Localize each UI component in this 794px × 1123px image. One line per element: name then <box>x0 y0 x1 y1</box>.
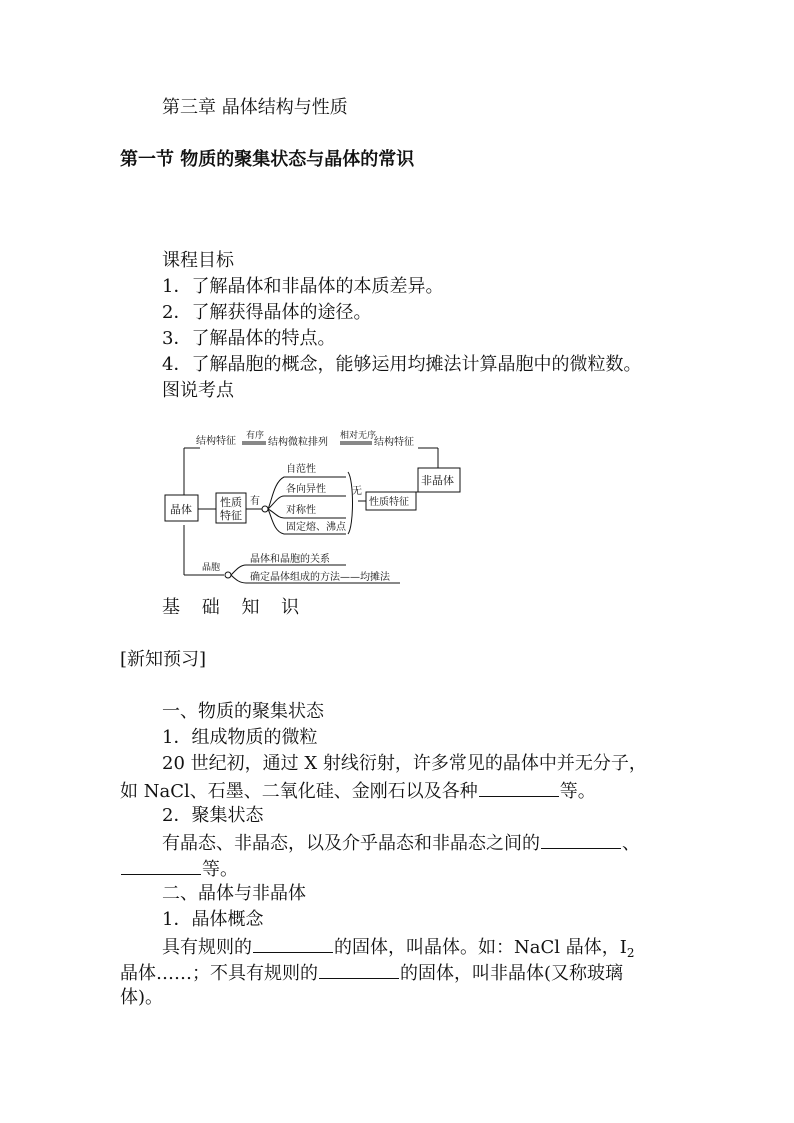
diagram-property-feature-right: 性质特征 <box>369 497 409 508</box>
diagram-ordered: 有序 <box>246 431 265 441</box>
diagram-property-feature-line2: 特征 <box>220 509 242 522</box>
part2-sub1: 1．晶体概念 <box>162 909 264 930</box>
fill-in-blank[interactable] <box>253 934 333 953</box>
chapter-title: 第三章 晶体结构与性质 <box>162 97 348 118</box>
objective-item: 3．了解晶体的特点。 <box>162 328 336 349</box>
diagram-property-feature-line1: 性质 <box>220 496 242 509</box>
diagram-none: 无 <box>352 486 362 497</box>
diagram-particle-arrangement: 结构微粒排列 <box>268 437 328 448</box>
diagram-crystal: 晶体 <box>170 503 192 516</box>
diagram-property: 各向异性 <box>286 484 326 495</box>
part2-text-line2 <box>120 960 623 986</box>
objective-item: 4．了解晶胞的概念，能够运用均摊法计算晶胞中的微粒数。 <box>162 354 642 375</box>
diagram-heading: 图说考点 <box>162 380 234 401</box>
text-segment: 、 <box>622 833 640 854</box>
objectives-heading: 课程目标 <box>162 250 234 271</box>
preview-heading: [新知预习] <box>120 649 207 670</box>
diagram-unit-cell-item: 晶体和晶胞的关系 <box>250 554 330 565</box>
subscript: 2 <box>626 946 635 960</box>
text-segment: 的固体，叫非晶体(又称玻璃 <box>400 963 624 984</box>
part1-text-line1: 20 世纪初，通过 X 射线衍射，许多常见的晶体中并无分子， <box>162 753 647 774</box>
part1-sub2-line2 <box>120 856 238 882</box>
part2-text-line3: 体)。 <box>120 987 164 1008</box>
diagram-unit-cell: 晶胞 <box>202 563 221 573</box>
part1-sub2: 2．聚集状态 <box>162 805 264 826</box>
objective-item: 1．了解晶体和非晶体的本质差异。 <box>162 276 444 297</box>
basics-heading: 基 础 知 识 <box>162 597 308 618</box>
part1-heading: 一、物质的聚集状态 <box>162 701 324 722</box>
diagram-relatively-disordered: 相对无序 <box>340 431 377 441</box>
diagram-has: 有 <box>250 496 260 507</box>
part1-text-line2 <box>120 778 596 804</box>
text-segment: 有晶态、非晶态，以及介乎晶态和非晶态之间的 <box>162 833 540 854</box>
fill-in-blank[interactable] <box>319 960 399 979</box>
text-segment: 的固体，叫晶体。如：NaCl 晶体，I <box>334 937 627 958</box>
diagram-noncrystal: 非晶体 <box>421 474 454 487</box>
text-segment: 具有规则的 <box>162 937 252 958</box>
text-segment: 等。 <box>202 859 238 880</box>
fill-in-blank[interactable] <box>541 830 621 849</box>
text-segment: 等。 <box>559 781 596 802</box>
text-segment: 如 NaCl、石墨、二氧化硅、金刚石以及各种 <box>120 781 478 802</box>
text-segment: 晶体……；不具有规则的 <box>120 963 318 984</box>
section-title: 第一节 物质的聚集状态与晶体的常识 <box>120 149 415 170</box>
diagram-property: 对称性 <box>286 505 316 516</box>
part2-heading: 二、晶体与非晶体 <box>162 883 306 904</box>
diagram-unit-cell-item: 确定晶体组成的方法——均摊法 <box>250 572 390 583</box>
part1-sub1: 1．组成物质的微粒 <box>162 727 318 748</box>
diagram-structure-feature-right: 结构特征 <box>374 437 414 448</box>
objective-item: 2．了解获得晶体的途径。 <box>162 302 372 323</box>
part1-sub2-line1 <box>162 830 640 856</box>
diagram-structure-feature-left: 结构特征 <box>196 436 236 447</box>
fill-in-blank[interactable] <box>479 778 559 797</box>
diagram-property: 固定熔、沸点 <box>286 522 346 533</box>
fill-in-blank[interactable] <box>121 856 201 875</box>
concept-diagram <box>160 420 470 590</box>
diagram-property: 自范性 <box>286 464 316 475</box>
